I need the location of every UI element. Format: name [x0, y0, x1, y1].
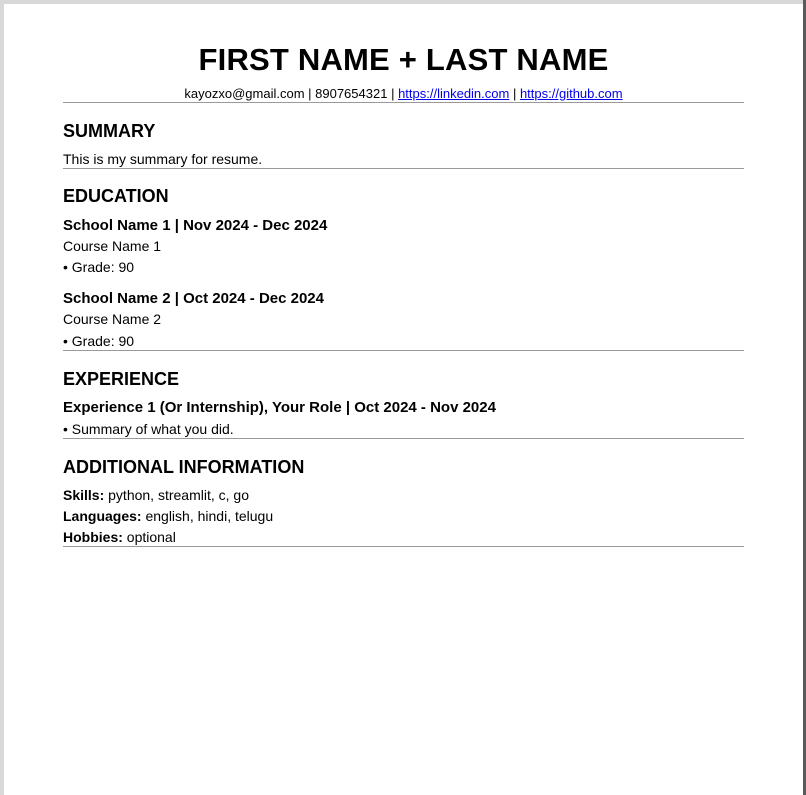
section-divider: [63, 102, 744, 103]
skills-row: [63, 486, 744, 504]
resume-content: [63, 4, 744, 547]
skills-label: Skills:: [63, 487, 105, 503]
contact-separator: |: [387, 86, 399, 101]
hobbies-value: optional: [122, 529, 176, 545]
experience-entry-heading: Experience 1 (Or Internship), Your Role | Oct 2024 - Nov 2024: [63, 399, 496, 416]
education-entry-grade: • Grade: 90: [63, 333, 135, 349]
education-entry-grade: • Grade: 90: [63, 259, 135, 275]
github-link[interactable]: https://github.com: [519, 86, 623, 101]
section-divider: [63, 350, 744, 351]
section-divider: [63, 168, 744, 169]
section-divider: [63, 546, 744, 547]
linkedin-link[interactable]: https://linkedin.com: [398, 86, 510, 101]
contact-line: [63, 86, 744, 102]
education-entry-course: Course Name 1: [63, 238, 162, 254]
languages-row: [63, 507, 744, 525]
experience-entry-summary: • Summary of what you did.: [63, 421, 234, 437]
hobbies-row: [63, 528, 744, 546]
contact-separator: |: [304, 86, 316, 101]
hobbies-label: Hobbies:: [63, 529, 123, 545]
experience-heading: EXPERIENCE: [63, 369, 180, 389]
section-divider: [63, 438, 744, 439]
additional-info-heading: ADDITIONAL INFORMATION: [63, 457, 305, 477]
education-heading: EDUCATION: [63, 186, 169, 206]
summary-text: This is my summary for resume.: [63, 151, 263, 167]
resume-page: [4, 4, 803, 795]
contact-separator: |: [509, 86, 520, 101]
contact-phone: 8907654321: [315, 86, 388, 101]
education-entry-heading: School Name 1 | Nov 2024 - Dec 2024: [63, 217, 328, 234]
languages-label: Languages:: [63, 508, 142, 524]
languages-value: english, hindi, telugu: [141, 508, 274, 524]
education-entry-heading: School Name 2 | Oct 2024 - Dec 2024: [63, 290, 324, 307]
summary-heading: SUMMARY: [63, 121, 156, 141]
skills-value: python, streamlit, c, go: [104, 487, 249, 503]
candidate-name: FIRST NAME + LAST NAME: [198, 42, 609, 77]
education-entry-course: Course Name 2: [63, 311, 162, 327]
contact-email: kayozxo@gmail.com: [184, 86, 305, 101]
